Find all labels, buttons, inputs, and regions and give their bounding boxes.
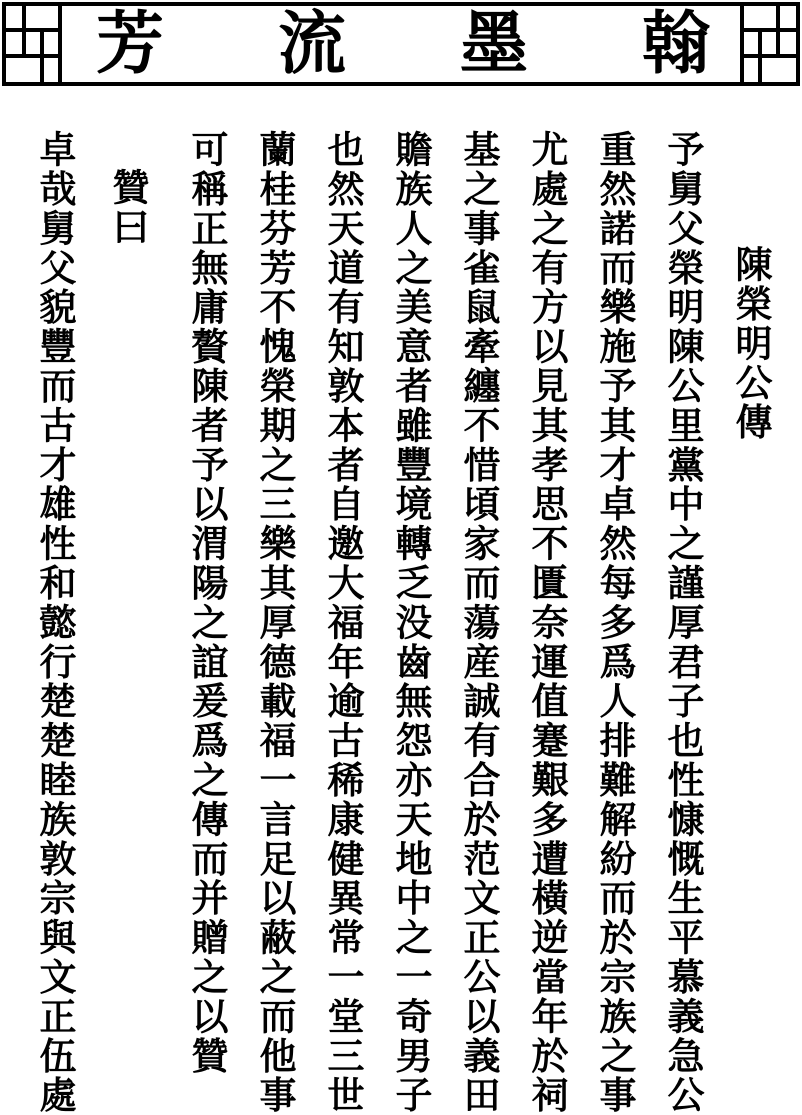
header-title-char-2: 流 [277,4,346,84]
eulogy-column-1: 卓哉舅父貌豐而古才雄性和懿行楚楚睦族敦宗與文正伍處 [33,130,77,1115]
body-column-6: 也然天道有知敦本者自邀大福年逾古稀康健異常一堂三世 [321,130,365,1115]
header-title-char-4: 翰 [641,4,710,84]
body-column-3: 尤處之有方以見其孝思不匱奈運值蹇艱多遭橫逆當年於祠 [525,130,569,1115]
article-body [0,130,802,1115]
body-column-5: 贍族人之美意者雖豐境轉乏没齒無怨亦天地中之一奇男子 [389,130,433,1115]
body-column-7: 蘭桂芬芳不愧榮期之三樂其厚德載福一言足以蔽之而他事 [253,130,297,1115]
body-column-2: 重然諾而樂施予其才卓然每多爲人排難解紛而於宗族之事 [593,130,637,1115]
body-column-4: 基之事雀鼠牽纏不惜頃家而蕩産誠有合於范文正公以義田 [457,130,501,1115]
header-title-char-1: 芳 [95,4,164,84]
article-title: 陳榮明公傳 [729,245,773,442]
body-column-1: 予舅父榮明陳公里黨中之謹厚君子也性慷慨生平慕義急公 [661,130,705,1115]
header-banner [0,0,802,90]
header-title-char-3: 墨 [459,4,528,84]
eulogy-label: 贊曰 [106,168,150,247]
body-column-8: 可稱正無庸贅陳者予以渭陽之誼爰爲之傳而并贈之以贊 [185,130,229,1076]
